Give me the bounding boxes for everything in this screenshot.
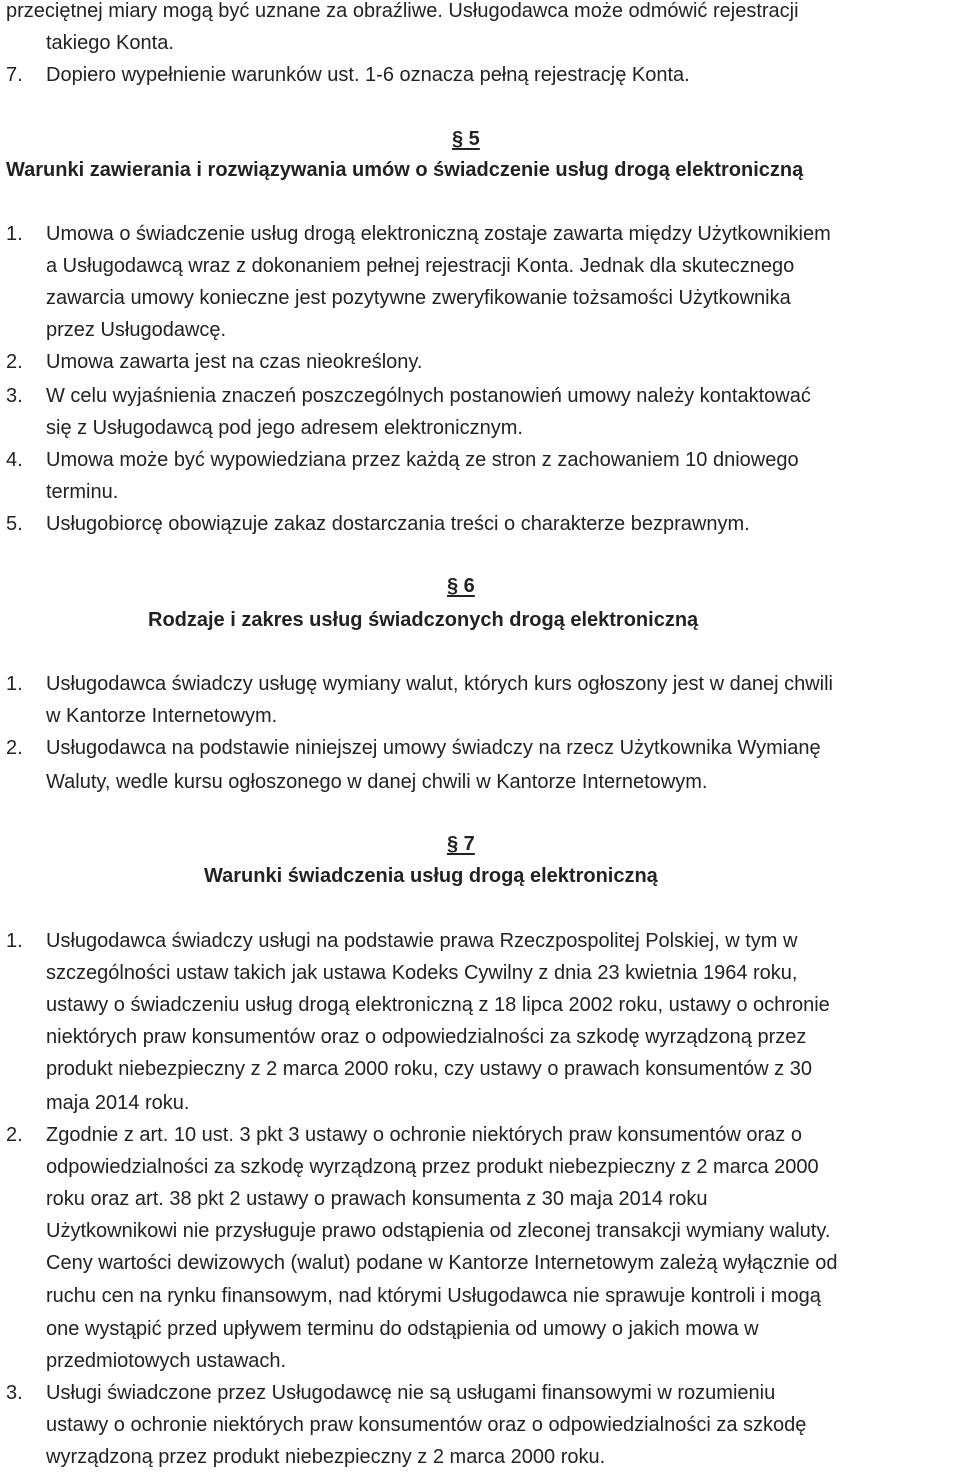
list-item-line: wyrządzoną przez produkt niebezpieczny z 2 marca 2000 roku. (46, 1446, 606, 1468)
list-item-line: zawarcia umowy konieczne jest pozytywne zweryfikowanie tożsamości Użytkownika (46, 287, 791, 309)
list-item-line: W celu wyjaśnienia znaczeń poszczególnych postanowień umowy należy kontaktować (46, 385, 811, 407)
list-item-number: 3. (6, 1382, 23, 1404)
intro-item-7-number: 7. (6, 64, 23, 86)
list-item-line: niektórych praw konsumentów oraz o odpowiedzialności za szkodę wyrządzoną przez (46, 1026, 807, 1048)
list-item-line: Umowa o świadczenie usług drogą elektroniczną zostaje zawarta między Użytkownikiem (46, 223, 831, 245)
list-item-line: szczególności ustaw takich jak ustawa Kodeks Cywilny z dnia 23 kwietnia 1964 roku, (46, 962, 798, 984)
list-item-line: odpowiedzialności za szkodę wyrządzoną przez produkt niebezpieczny z 2 marca 2000 (46, 1156, 819, 1178)
section-6-sign: § 6 (447, 575, 475, 597)
list-item-line: one wystąpić przed upływem terminu do odstąpienia od umowy o jakich mowa w (46, 1318, 759, 1340)
list-item-line: Umowa może być wypowiedziana przez każdą ze stron z zachowaniem 10 dniowego (46, 449, 799, 471)
list-item-line: Usługobiorcę obowiązuje zakaz dostarczania treści o charakterze bezprawnym. (46, 513, 750, 535)
section-7-title: Warunki świadczenia usług drogą elektroniczną (204, 865, 658, 887)
intro-item-7-text: Dopiero wypełnienie warunków ust. 1-6 oznacza pełną rejestrację Konta. (46, 64, 690, 86)
section-6-title: Rodzaje i zakres usług świadczonych drogą elektroniczną (148, 609, 699, 631)
section-5-title: Warunki zawierania i rozwiązywania umów o świadczenie usług drogą elektroniczną (6, 159, 804, 181)
list-item-number: 4. (6, 449, 23, 471)
list-item-line: Ceny wartości dewizowych (walut) podane w Kantorze Internetowym zależą wyłącznie od (46, 1252, 838, 1274)
list-item-line: Waluty, wedle kursu ogłoszonego w danej chwili w Kantorze Internetowym. (46, 771, 708, 793)
list-item-number: 1. (6, 673, 23, 695)
list-item-number: 1. (6, 223, 23, 245)
list-item-line: terminu. (46, 481, 119, 503)
list-item-line: Usługodawca na podstawie niniejszej umowy świadczy na rzecz Użytkownika Wymianę (46, 737, 821, 759)
list-item-line: ruchu cen na rynku finansowym, nad którymi Usługodawca nie sprawuje kontroli i mogą (46, 1285, 821, 1307)
intro-line-1: przeciętnej miary mogą być uznane za obraźliwe. Usługodawca może odmówić rejestracji (6, 0, 799, 22)
list-item-line: ustawy o świadczeniu usług drogą elektroniczną z 18 lipca 2002 roku, ustawy o ochronie (46, 994, 830, 1016)
list-item-line: a Usługodawcą wraz z dokonaniem pełnej rejestracji Konta. Jednak dla skutecznego (46, 255, 795, 277)
list-item-line: przedmiotowych ustawach. (46, 1350, 287, 1372)
section-7-sign: § 7 (447, 833, 475, 855)
list-item-line: Usługi świadczone przez Usługodawcę nie są usługami finansowymi w rozumieniu (46, 1382, 776, 1404)
list-item-line: się z Usługodawcą pod jego adresem elektronicznym. (46, 417, 523, 439)
list-item-number: 2. (6, 1124, 23, 1146)
list-item-line: Zgodnie z art. 10 ust. 3 pkt 3 ustawy o ochronie niektórych praw konsumentów oraz o (46, 1124, 802, 1146)
list-item-line: ustawy o ochronie niektórych praw konsumentów oraz o odpowiedzialności za szkodę (46, 1414, 807, 1436)
list-item-number: 2. (6, 737, 23, 759)
list-item-number: 1. (6, 930, 23, 952)
list-item-number: 3. (6, 385, 23, 407)
list-item-line: Umowa zawarta jest na czas nieokreślony. (46, 351, 423, 373)
list-item-number: 5. (6, 513, 23, 535)
list-item-line: przez Usługodawcę. (46, 319, 227, 341)
section-5-sign: § 5 (452, 128, 480, 150)
list-item-line: roku oraz art. 38 pkt 2 ustawy o prawach konsumenta z 30 maja 2014 roku (46, 1188, 708, 1210)
list-item-line: produkt niebezpieczny z 2 marca 2000 roku, czy ustawy o prawach konsumentów z 30 (46, 1058, 812, 1080)
intro-line-2: takiego Konta. (46, 32, 174, 54)
list-item-line: w Kantorze Internetowym. (46, 705, 278, 727)
list-item-line: Użytkownikowi nie przysługuje prawo odstąpienia od zleconej transakcji wymiany waluty. (46, 1220, 831, 1242)
list-item-line: Usługodawca świadczy usługi na podstawie prawa Rzeczpospolitej Polskiej, w tym w (46, 930, 798, 952)
list-item-line: Usługodawca świadczy usługę wymiany walut, których kurs ogłoszony jest w danej chwili (46, 673, 834, 695)
list-item-line: maja 2014 roku. (46, 1092, 190, 1114)
list-item-number: 2. (6, 351, 23, 373)
